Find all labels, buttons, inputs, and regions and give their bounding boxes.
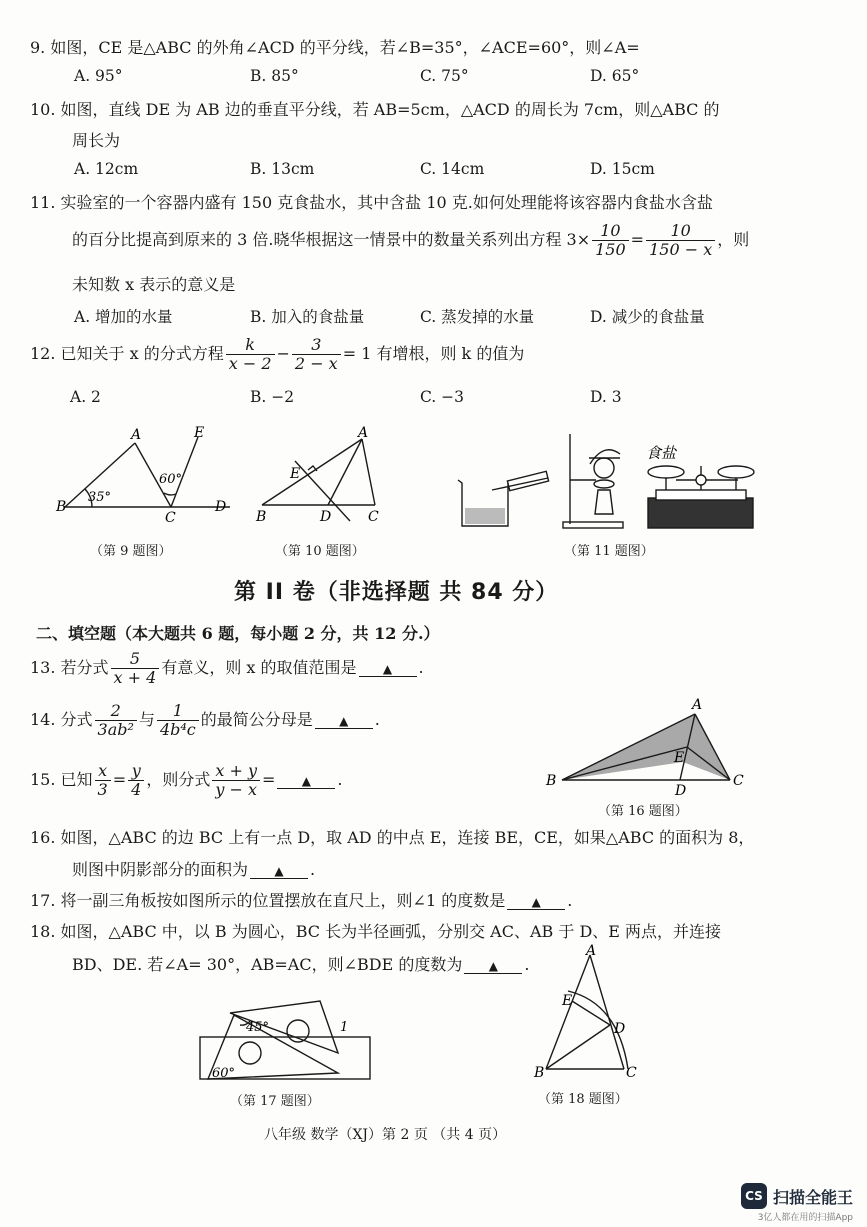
q11-fraction-2: $\frac{10}{150 - x}$: [646, 222, 715, 259]
q11-option-a: A. 增加的水量: [74, 308, 173, 326]
page-footer: 八年级 数学（XJ）第 2 页 （共 4 页）: [264, 1127, 507, 1143]
q15-fraction-2: $\frac{y}{4}$: [128, 762, 144, 799]
q18-answer-blank[interactable]: ▲: [464, 959, 522, 974]
q17-answer-blank[interactable]: ▲: [507, 895, 565, 910]
question-16-line2: 则图中阴影部分的面积为 ▲ .: [72, 860, 316, 879]
fig9-label-d: D: [215, 499, 227, 515]
figure-17: [190, 995, 390, 1090]
fig9-label-c: C: [165, 510, 176, 525]
section-2-title: 第 II 卷（非选择题 共 84 分）: [234, 580, 559, 605]
q12-option-d: D. 3: [590, 388, 622, 406]
q13-answer-blank[interactable]: ▲: [359, 662, 417, 677]
fig10-label-a: A: [358, 425, 369, 441]
q9-option-c: C. 75°: [420, 67, 469, 85]
fig10-label-c: C: [368, 509, 379, 525]
question-14: 14. 分式 $\frac{2}{\text{3ab²}}$ 与 $\frac{1}{\text{4b⁴c}}$ 的最简公分母是 ▲ .: [30, 701, 380, 739]
fig9-angle-60: 60°: [159, 472, 183, 487]
q12-option-b: B. −2: [250, 388, 295, 406]
question-17: 17. 将一副三角板按如图所示的位置摆放在直尺上，则∠1 的度数是 ▲ .: [30, 891, 573, 910]
question-18-line1: 18. 如图，△ABC 中，以 B 为圆心，BC 长为半径画弧，分别交 AC、AB 于 D、E 两点，并连接: [30, 922, 722, 941]
figure-9: [50, 425, 240, 525]
scanner-name: 扫描全能王: [772, 1187, 853, 1207]
fig16-label-e: E: [674, 750, 685, 766]
fig10-label-e: E: [290, 466, 301, 482]
fig17-angle-60: 60°: [212, 1066, 236, 1081]
fig9-label-e: E: [194, 425, 205, 441]
fig9-label-a: A: [131, 427, 142, 443]
fig16-label-d: D: [675, 783, 687, 799]
question-12: 12. 已知关于 x 的分式方程 $\frac{k}{x - 2}$ − $\frac{3}{2 - x}$ = 1 有增根，则 k 的值为: [30, 335, 525, 373]
question-10-line2: 周长为: [72, 131, 121, 150]
q16-answer-blank[interactable]: ▲: [250, 864, 308, 879]
q10-option-a: A. 12cm: [74, 160, 139, 178]
figure-16-caption: （第 16 题图）: [598, 804, 688, 819]
q15-answer-blank[interactable]: ▲: [277, 774, 335, 789]
q15-fraction-3: $\frac{x + y}{y - x}$: [212, 762, 260, 799]
figure-10-caption: （第 10 题图）: [275, 544, 365, 559]
fig18-label-e: E: [562, 993, 573, 1009]
q11-option-d: D. 减少的食盐量: [590, 308, 705, 326]
fig18-label-a: A: [586, 943, 597, 959]
question-18-line2: BD、DE. 若∠A= 30°，AB=AC，则∠BDE 的度数为 ▲ .: [72, 955, 530, 974]
fig16-label-b: B: [546, 773, 557, 789]
scanner-tagline: 3亿人都在用的扫描App: [757, 1213, 853, 1223]
q14-fraction-2: $\frac{1}{\text{4b⁴c}}$: [157, 702, 199, 739]
camscanner-logo-icon: CS: [741, 1183, 767, 1209]
figure-11-caption: （第 11 题图）: [564, 544, 654, 559]
q14-answer-blank[interactable]: ▲: [315, 714, 373, 729]
fig18-label-c: C: [626, 1065, 637, 1081]
q11-option-c: C. 蒸发掉的水量: [420, 308, 535, 326]
question-11-line3: 未知数 x 表示的意义是: [72, 275, 236, 294]
figure-16: [540, 694, 750, 799]
fig16-label-a: A: [692, 697, 703, 713]
q14-fraction-1: $\frac{2}{\text{3ab²}}$: [95, 702, 137, 739]
fig17-angle-1: 1: [340, 1020, 349, 1035]
q9-option-d: D. 65°: [590, 67, 640, 85]
q11-fraction-1: $\frac{10}{150}$: [592, 222, 629, 259]
question-16-line1: 16. 如图，△ABC 的边 BC 上有一点 D，取 AD 的中点 E，连接 BE，CE，如果△ABC 的面积为 8，: [30, 828, 755, 847]
q12-option-a: A. 2: [70, 388, 101, 406]
q9-option-b: B. 85°: [250, 67, 299, 85]
q12-option-c: C. −3: [420, 388, 465, 406]
fig10-label-b: B: [256, 509, 267, 525]
q15-fraction-1: $\frac{x}{3}$: [95, 762, 111, 799]
figure-17-caption: （第 17 题图）: [230, 1094, 320, 1109]
figure-18-caption: （第 18 题图）: [538, 1092, 628, 1107]
q9-option-a: A. 95°: [74, 67, 123, 85]
fig18-label-b: B: [534, 1065, 545, 1081]
q10-option-d: D. 15cm: [590, 160, 655, 178]
q13-fraction: $\frac{5}{x + 4}$: [111, 650, 160, 687]
fig18-label-d: D: [614, 1021, 626, 1037]
question-10-line1: 10. 如图，直线 DE 为 AB 边的垂直平分线，若 AB=5cm，△ACD 的周长为 7cm，则△ABC 的: [30, 100, 720, 119]
q12-fraction-2: $\frac{3}{2 - x}$: [292, 336, 341, 373]
scanner-badge: [741, 1183, 853, 1209]
figure-9-caption: （第 9 题图）: [90, 544, 172, 559]
q10-option-c: C. 14cm: [420, 160, 485, 178]
fig9-angle-35: 35°: [88, 490, 112, 505]
fig10-label-d: D: [320, 509, 332, 525]
q12-fraction-1: $\frac{k}{x - 2}$: [226, 336, 275, 373]
fig17-angle-45: 45°: [246, 1020, 270, 1035]
figure-18: [528, 943, 648, 1083]
fill-in-header: 二、填空题（本大题共 6 题，每小题 2 分，共 12 分.）: [36, 624, 440, 643]
q11-option-b: B. 加入的食盐量: [250, 308, 365, 326]
question-11-line1: 11. 实验室的一个容器内盛有 150 克食盐水，其中含盐 10 克.如何处理能将该容器内食盐水含盐: [30, 193, 713, 212]
q10-option-b: B. 13cm: [250, 160, 315, 178]
question-9: 9. 如图，CE 是△ABC 的外角∠ACD 的平分线，若∠B=35°，∠ACE=60°，则∠A=: [30, 38, 640, 57]
figure-10: [250, 425, 400, 525]
fig9-label-b: B: [56, 499, 67, 515]
figure-11: [448, 428, 768, 533]
question-15: 15. 已知 $\frac{x}{3}$ = $\frac{y}{4}$ ，则分式 $\frac{x + y}{y - x}$ = ▲ .: [30, 761, 343, 799]
question-13: 13. 若分式 $\frac{5}{x + 4}$ 有意义，则 x 的取值范围是 ▲ .: [30, 649, 424, 687]
fig16-label-c: C: [733, 773, 744, 789]
fig11-salt-label: 食盐: [646, 444, 677, 462]
question-11-line2: 的百分比提高到原来的 3 倍.晓华根据这一情景中的数量关系列出方程 3× $\frac{10}{150}$ = $\frac{10}{150 - x}$ ，则: [72, 221, 750, 259]
